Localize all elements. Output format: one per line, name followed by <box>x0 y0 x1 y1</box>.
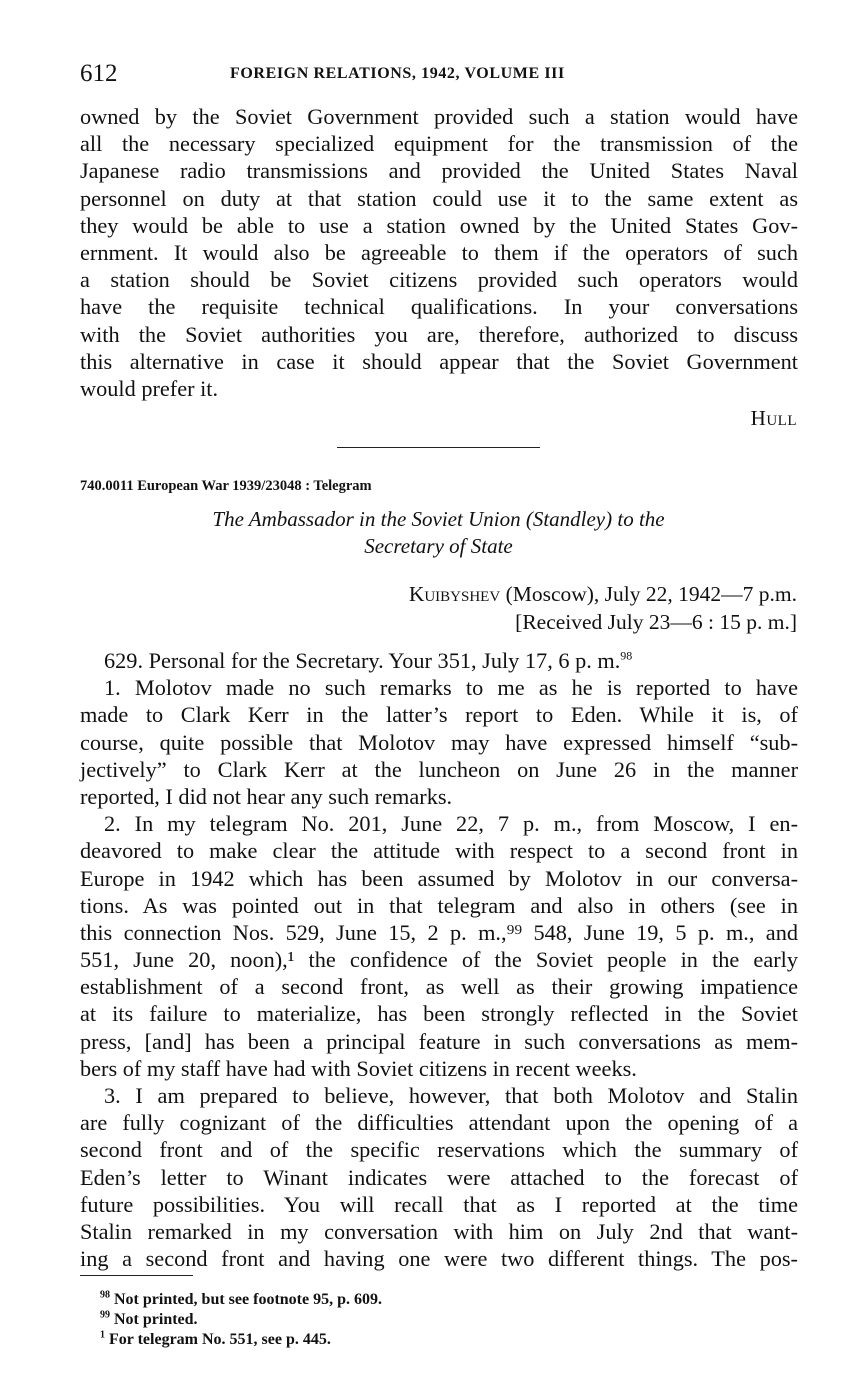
footnote-text: Not printed. <box>114 1311 198 1328</box>
footnote <box>100 1310 382 1330</box>
text-line: this connection Nos. 529, June 15, 2 p. m.,⁹⁹ 548, June 19, 5 p. m., and <box>80 919 798 945</box>
footnote-mark: 99 <box>100 1309 110 1321</box>
document-title <box>80 506 797 560</box>
page-number: 612 <box>80 60 118 87</box>
footnote-ref: 98 <box>620 648 633 663</box>
page-header <box>80 60 797 90</box>
text-line: press, [and] has been a principal feature in such conversations as mem- <box>80 1028 798 1054</box>
text-line: Stalin remarked in my conversation with him on July 2nd that want- <box>80 1218 798 1244</box>
dateline <box>409 580 797 636</box>
text-line: ing a second front and having one were two different things. The pos- <box>80 1246 798 1272</box>
text-line: 551, June 20, noon),¹ the confidence of the Soviet people in the early <box>80 947 798 973</box>
footnote <box>100 1290 382 1310</box>
signature: Hull <box>750 406 797 430</box>
footnotes <box>100 1290 382 1350</box>
text-line: bers of my staff have had with Soviet citizens in recent weeks. <box>80 1055 637 1081</box>
text-line: establishment of a second front, as well as their growing impatience <box>80 974 798 1000</box>
text-line: 2. In my telegram No. 201, June 22, 7 p. m., from Moscow, I en- <box>104 811 798 837</box>
text-line: this alternative in case it should appear that the Soviet Government <box>80 348 798 374</box>
text-line: deavored to make clear the attitude with respect to a second front in <box>80 838 798 864</box>
document-title-line: Secretary of State <box>364 534 513 558</box>
text-line: future possibilities. You will recall that as I reported at the time <box>80 1191 798 1217</box>
text-line: are fully cognizant of the difficulties attendant upon the opening of a <box>80 1110 798 1136</box>
continuation-paragraph <box>80 103 798 402</box>
text-line: Eden’s letter to Winant indicates were attached to the forecast of <box>80 1164 798 1190</box>
text-line: personnel on duty at that station could use it to the same extent as <box>80 185 798 211</box>
text-line: reported, I did not hear any such remarks. <box>80 783 453 809</box>
file-reference: 740.0011 European War 1939/23048 : Telegram <box>80 478 372 494</box>
text-line: jectively” to Clark Kerr at the luncheon on June 26 in the manner <box>80 756 798 782</box>
dateline-place: Kuibyshev <box>408 582 501 606</box>
opening-line <box>80 647 798 674</box>
telegram-body <box>80 647 798 1272</box>
text-line: course, quite possible that Molotov may have expressed himself “sub- <box>80 729 798 755</box>
text-line: 1. Molotov made no such remarks to me as he is reported to have <box>104 675 798 701</box>
text-line: Japanese radio transmissions and provided the United States Naval <box>80 158 798 184</box>
text-line: second front and of the specific reservations which the summary of <box>80 1137 798 1163</box>
received-line: [Received July 23—6 : 15 p. m.] <box>515 610 797 634</box>
opening-text: 629. Personal for the Secretary. Your 351, July 17, 6 p. m. <box>104 648 621 673</box>
text-line: Europe in 1942 which has been assumed by Molotov in our conversa- <box>80 865 798 891</box>
text-line: made to Clark Kerr in the latter’s report to Eden. While it is, of <box>80 702 798 728</box>
text-line: would prefer it. <box>80 375 219 401</box>
text-line: they would be able to use a station owned by the United States Gov- <box>80 212 798 238</box>
footnote-divider <box>80 1275 193 1276</box>
footnote-text: For telegram No. 551, see p. 445. <box>109 1331 331 1348</box>
footnote-text: Not printed, but see footnote 95, p. 609. <box>114 1291 382 1308</box>
text-line: 3. I am prepared to believe, however, that both Molotov and Stalin <box>104 1083 798 1108</box>
text-line: with the Soviet authorities you are, therefore, authorized to discuss <box>80 321 798 347</box>
footnote-mark: 98 <box>100 1289 110 1301</box>
section-divider <box>337 447 540 448</box>
text-line: have the requisite technical qualifications. In your conversations <box>80 294 798 320</box>
document-title-line: The Ambassador in the Soviet Union (Standley) to the <box>212 507 665 531</box>
text-line: ernment. It would also be agreeable to them if the operators of such <box>80 239 798 265</box>
text-line: at its failure to materialize, has been strongly reflected in the Soviet <box>80 1001 798 1027</box>
text-line: owned by the Soviet Government provided such a station would have <box>80 104 798 129</box>
text-line: a station should be Soviet citizens provided such operators would <box>80 267 798 293</box>
footnote-mark: 1 <box>100 1329 105 1341</box>
dateline-date: (Moscow), July 22, 1942—7 p.m. <box>500 582 797 606</box>
running-title: FOREIGN RELATIONS, 1942, VOLUME III <box>230 65 565 82</box>
text-line: all the necessary specialized equipment for the transmission of the <box>80 131 798 157</box>
text-line: tions. As was pointed out in that telegram and also in others (see in <box>80 892 798 918</box>
footnote <box>100 1330 382 1350</box>
